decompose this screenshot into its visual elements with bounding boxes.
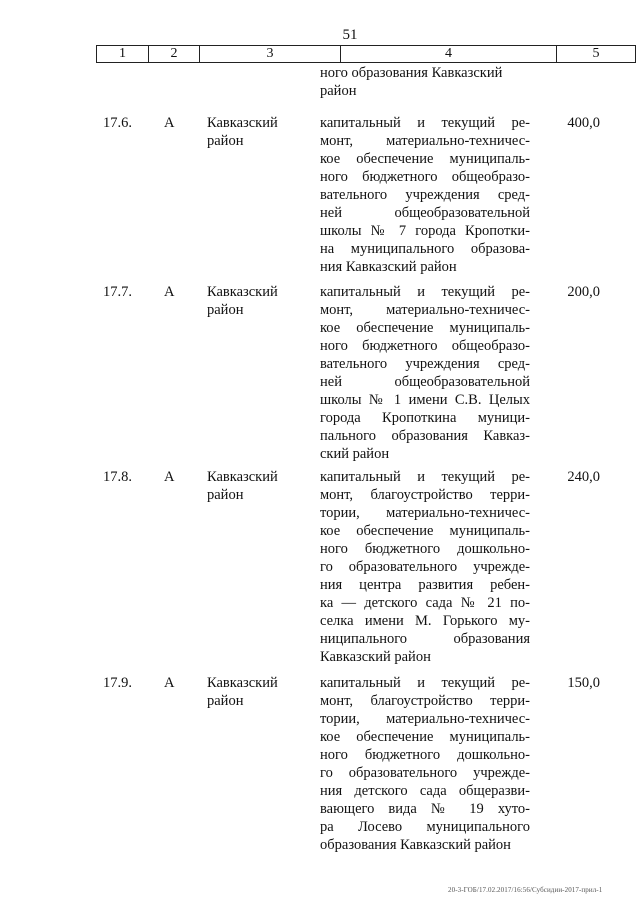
description-line: пального образования Кавказ- — [320, 428, 530, 444]
column-header-1: 1 — [97, 46, 149, 63]
description-line: вательного учреждения сред- — [320, 356, 530, 372]
description-line: образования Кавказский район — [320, 837, 511, 853]
row-municipality — [207, 114, 307, 150]
description-line: селка имени М. Горького му- — [320, 613, 530, 629]
municipality-line: район — [207, 302, 244, 318]
row-description — [320, 674, 530, 854]
description-line: монт, материально-техничес- — [320, 133, 530, 149]
description-line: го образовательного учрежде- — [320, 765, 530, 781]
column-header-2: 2 — [149, 46, 200, 63]
column-header-5: 5 — [557, 46, 636, 63]
page-number: 51 — [342, 27, 358, 43]
description-line: ния Кавказский район — [320, 259, 457, 275]
municipality-line: район — [207, 693, 244, 709]
row-description — [320, 468, 530, 666]
description-line: кое обеспечение муниципаль- — [320, 151, 530, 167]
description-line: капитальный и текущий ре- — [320, 675, 530, 691]
description-line: капитальный и текущий ре- — [320, 469, 530, 485]
description-line: ного бюджетного общеобразо- — [320, 169, 530, 185]
row-category: А — [164, 675, 175, 691]
description-line: тории, материально-техничес- — [320, 711, 530, 727]
description-line: ра Лосево муниципального — [320, 819, 530, 835]
description-line: вающего вида № 19 хуто- — [320, 801, 530, 817]
row-description — [320, 114, 530, 276]
description-line: Кавказский район — [320, 649, 431, 665]
row-category: А — [164, 469, 175, 485]
row-amount: 200,0 — [567, 284, 600, 300]
row-municipality — [207, 283, 307, 319]
description-line: ка — детского сада № 21 по- — [320, 595, 530, 611]
municipality-line: Кавказский — [207, 115, 278, 131]
row-category: А — [164, 284, 175, 300]
description-line: кое обеспечение муниципаль- — [320, 320, 530, 336]
description-line: школы № 7 города Кропотки- — [320, 223, 530, 239]
carryover-line: ного образования Кавказский — [320, 65, 503, 81]
column-header-4: 4 — [341, 46, 557, 63]
column-header-table — [96, 45, 636, 63]
description-line: кое обеспечение муниципаль- — [320, 523, 530, 539]
row-number: 17.6. — [103, 115, 132, 131]
footer-document-code: 20-3-ГОБ/17.02.2017/16:56/Субсидии-2017-прил-1 — [448, 886, 603, 894]
description-line: ного бюджетного дошкольно- — [320, 541, 530, 557]
row-number: 17.7. — [103, 284, 132, 300]
row-description — [320, 283, 530, 463]
row-municipality — [207, 468, 307, 504]
row-municipality — [207, 674, 307, 710]
municipality-line: район — [207, 133, 244, 149]
municipality-line: район — [207, 487, 244, 503]
row-amount: 400,0 — [567, 115, 600, 131]
carryover-text — [320, 64, 530, 100]
description-line: ский район — [320, 446, 390, 462]
description-line: го образовательного учрежде- — [320, 559, 530, 575]
description-line: города Кропоткина муници- — [320, 410, 530, 426]
description-line: школы № 1 имени С.В. Целых — [320, 392, 530, 408]
description-line: монт, благоустройство терри- — [320, 487, 530, 503]
column-header-3: 3 — [200, 46, 341, 63]
description-line: тории, материально-техничес- — [320, 505, 530, 521]
row-amount: 240,0 — [567, 469, 600, 485]
row-number: 17.9. — [103, 675, 132, 691]
description-line: ния центра развития ребен- — [320, 577, 530, 593]
description-line: ниципального образования — [320, 631, 530, 647]
description-line: на муниципального образова- — [320, 241, 530, 257]
municipality-line: Кавказский — [207, 284, 278, 300]
municipality-line: Кавказский — [207, 469, 278, 485]
row-number: 17.8. — [103, 469, 132, 485]
municipality-line: Кавказский — [207, 675, 278, 691]
description-line: ного бюджетного дошкольно- — [320, 747, 530, 763]
row-category: А — [164, 115, 175, 131]
description-line: ней общеобразовательной — [320, 374, 530, 390]
description-line: ния детского сада общеразви- — [320, 783, 530, 799]
description-line: капитальный и текущий ре- — [320, 115, 530, 131]
row-amount: 150,0 — [567, 675, 600, 691]
carryover-line: район — [320, 83, 357, 99]
description-line: кое обеспечение муниципаль- — [320, 729, 530, 745]
description-line: капитальный и текущий ре- — [320, 284, 530, 300]
description-line: монт, благоустройство терри- — [320, 693, 530, 709]
description-line: ней общеобразовательной — [320, 205, 530, 221]
description-line: монт, материально-техничес- — [320, 302, 530, 318]
description-line: ного бюджетного общеобразо- — [320, 338, 530, 354]
description-line: вательного учреждения сред- — [320, 187, 530, 203]
